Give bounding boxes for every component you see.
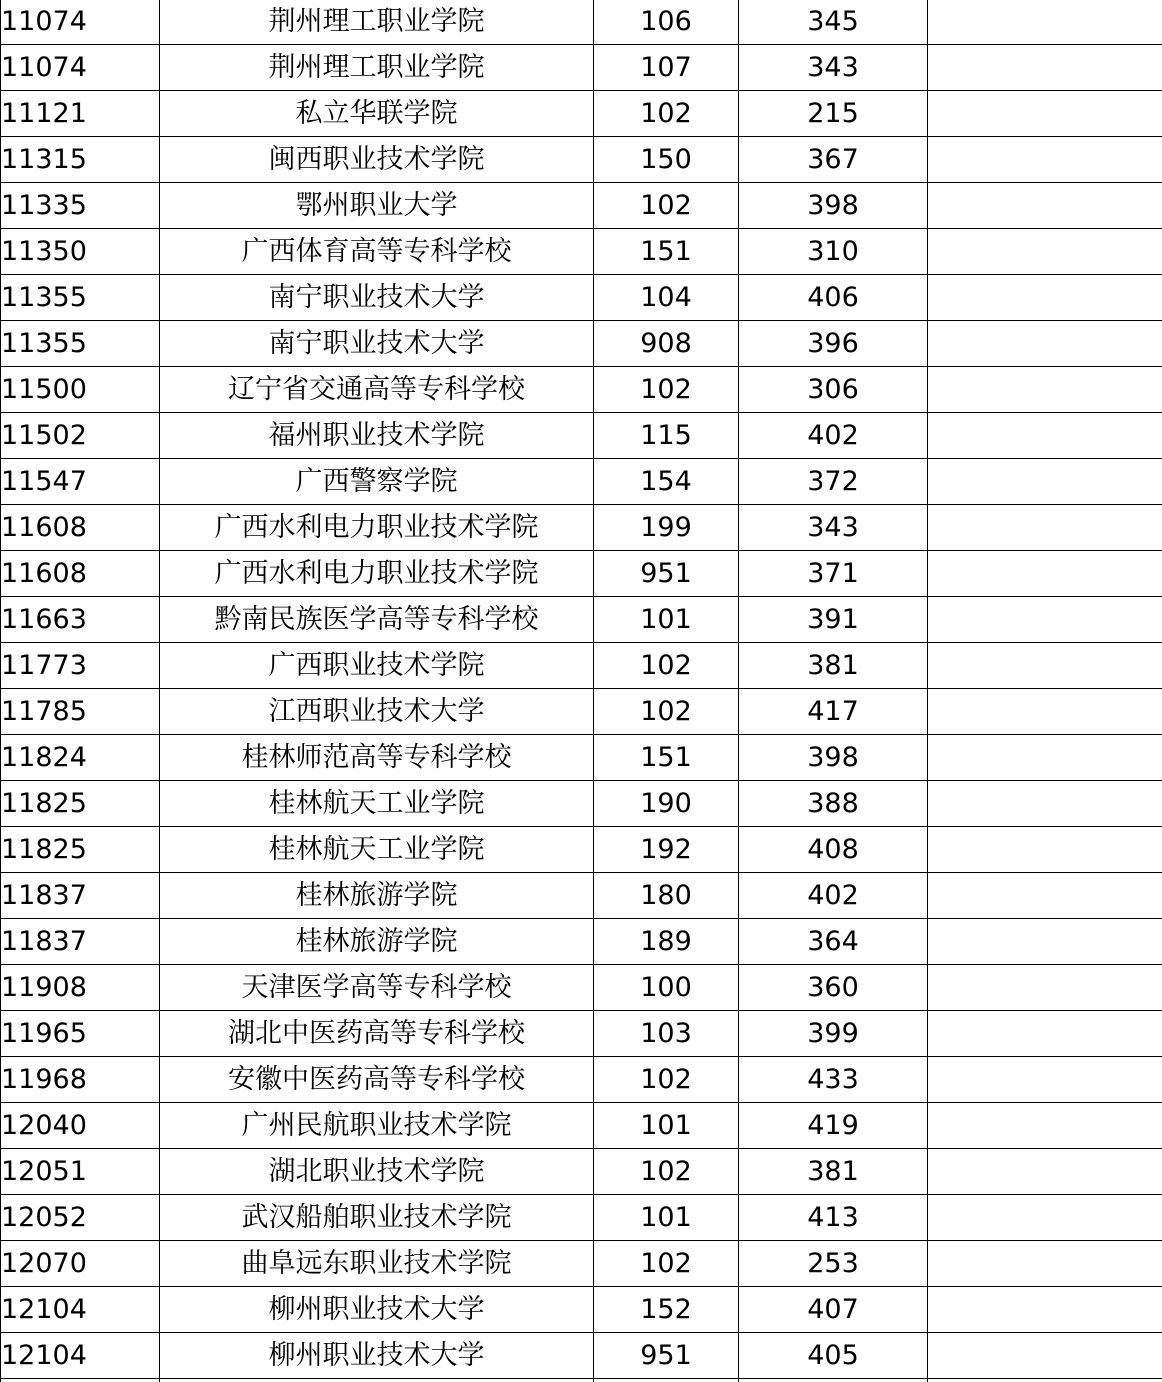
remarks-cell [928,1057,1162,1103]
table-row [1,1333,1162,1379]
school-name-cell: 湖北职业技术学院 [160,1149,594,1195]
major-group-code-cell: 102 [594,643,739,689]
school-code-cell: 11773 [1,643,160,689]
table-row [1,0,1162,45]
remarks-cell [928,367,1162,413]
major-group-code-cell: 102 [594,1241,739,1287]
school-code-cell: 11500 [1,367,160,413]
school-code-cell: 11502 [1,413,160,459]
major-group-code-cell [594,1379,739,1382]
min-score-cell: 398 [739,735,928,781]
remarks-cell [928,413,1162,459]
remarks-cell [928,1379,1162,1382]
min-score-cell: 405 [739,1333,928,1379]
school-name-cell [160,1379,594,1382]
school-name-cell: 辽宁省交通高等专科学校 [160,367,594,413]
school-name-cell: 安徽中医药高等专科学校 [160,1057,594,1103]
remarks-cell [928,275,1162,321]
school-code-cell: 11335 [1,183,160,229]
school-code-cell: 11824 [1,735,160,781]
table-row [1,45,1162,91]
school-name-cell: 桂林师范高等专科学校 [160,735,594,781]
major-group-code-cell: 101 [594,597,739,643]
remarks-cell [928,597,1162,643]
school-code-cell: 11965 [1,1011,160,1057]
remarks-cell [928,735,1162,781]
school-name-cell: 广西体育高等专科学校 [160,229,594,275]
major-group-code-cell: 908 [594,321,739,367]
school-code-cell: 12051 [1,1149,160,1195]
table-row [1,91,1162,137]
school-name-cell: 桂林旅游学院 [160,919,594,965]
table-row [1,183,1162,229]
min-score-cell: 419 [739,1103,928,1149]
remarks-cell [928,873,1162,919]
major-group-code-cell: 951 [594,551,739,597]
min-score-cell: 343 [739,505,928,551]
major-group-code-cell: 104 [594,275,739,321]
major-group-code-cell: 106 [594,0,739,45]
school-name-cell: 福州职业技术学院 [160,413,594,459]
major-group-code-cell: 102 [594,1149,739,1195]
school-code-cell: 11785 [1,689,160,735]
min-score-cell: 367 [739,137,928,183]
remarks-cell [928,321,1162,367]
school-code-cell: 12070 [1,1241,160,1287]
school-code-cell: 12104 [1,1287,160,1333]
major-group-code-cell: 102 [594,183,739,229]
table-row [1,919,1162,965]
table-row [1,1103,1162,1149]
school-code-cell: 11350 [1,229,160,275]
school-code-cell: 11547 [1,459,160,505]
table-row [1,1057,1162,1103]
school-code-cell: 11355 [1,321,160,367]
school-name-cell: 桂林旅游学院 [160,873,594,919]
table-row [1,137,1162,183]
remarks-cell [928,551,1162,597]
table-row [1,597,1162,643]
min-score-cell: 407 [739,1287,928,1333]
school-code-cell: 12052 [1,1195,160,1241]
school-name-cell: 武汉船舶职业技术学院 [160,1195,594,1241]
table-row [1,689,1162,735]
min-score-cell [739,1379,928,1382]
remarks-cell [928,1103,1162,1149]
major-group-code-cell: 102 [594,367,739,413]
school-name-cell: 广西水利电力职业技术学院 [160,551,594,597]
remarks-cell [928,643,1162,689]
min-score-cell: 406 [739,275,928,321]
major-group-code-cell: 107 [594,45,739,91]
school-name-cell: 南宁职业技术大学 [160,275,594,321]
table-row [1,1011,1162,1057]
school-code-cell: 11908 [1,965,160,1011]
min-score-cell: 345 [739,0,928,45]
table-row [1,781,1162,827]
table-row [1,275,1162,321]
school-name-cell: 广西水利电力职业技术学院 [160,505,594,551]
min-score-cell: 306 [739,367,928,413]
min-score-cell: 391 [739,597,928,643]
school-name-cell: 桂林航天工业学院 [160,827,594,873]
school-name-cell: 广州民航职业技术学院 [160,1103,594,1149]
table-row [1,1195,1162,1241]
school-code-cell: 11315 [1,137,160,183]
remarks-cell [928,137,1162,183]
school-name-cell: 鄂州职业大学 [160,183,594,229]
remarks-cell [928,965,1162,1011]
school-name-cell: 广西警察学院 [160,459,594,505]
major-group-code-cell: 151 [594,735,739,781]
school-code-cell: 11825 [1,781,160,827]
remarks-cell [928,781,1162,827]
major-group-code-cell: 102 [594,689,739,735]
table-row [1,413,1162,459]
min-score-cell: 398 [739,183,928,229]
min-score-cell: 399 [739,1011,928,1057]
school-code-cell: 11825 [1,827,160,873]
min-score-cell: 364 [739,919,928,965]
min-score-cell: 408 [739,827,928,873]
table-row [1,1149,1162,1195]
school-name-cell: 广西职业技术学院 [160,643,594,689]
min-score-cell: 402 [739,873,928,919]
school-name-cell: 柳州职业技术大学 [160,1287,594,1333]
remarks-cell [928,183,1162,229]
school-code-cell [1,1379,160,1382]
table-row [1,965,1162,1011]
table-row [1,643,1162,689]
table-row [1,229,1162,275]
remarks-cell [928,919,1162,965]
school-code-cell: 11074 [1,0,160,45]
min-score-cell: 413 [739,1195,928,1241]
major-group-code-cell: 101 [594,1103,739,1149]
min-score-cell: 371 [739,551,928,597]
school-code-cell: 12040 [1,1103,160,1149]
school-name-cell: 黔南民族医学高等专科学校 [160,597,594,643]
min-score-cell: 343 [739,45,928,91]
school-name-cell: 私立华联学院 [160,91,594,137]
school-code-cell: 11074 [1,45,160,91]
school-name-cell: 曲阜远东职业技术学院 [160,1241,594,1287]
min-score-cell: 381 [739,643,928,689]
min-score-cell: 381 [739,1149,928,1195]
major-group-code-cell: 102 [594,1057,739,1103]
remarks-cell [928,1011,1162,1057]
major-group-code-cell: 115 [594,413,739,459]
major-group-code-cell: 152 [594,1287,739,1333]
major-group-code-cell: 190 [594,781,739,827]
table-row [1,459,1162,505]
school-code-cell: 11355 [1,275,160,321]
remarks-cell [928,1149,1162,1195]
major-group-code-cell: 951 [594,1333,739,1379]
min-score-cell: 360 [739,965,928,1011]
major-group-code-cell: 151 [594,229,739,275]
min-score-cell: 417 [739,689,928,735]
min-score-cell: 253 [739,1241,928,1287]
min-score-cell: 396 [739,321,928,367]
remarks-cell [928,505,1162,551]
remarks-cell [928,1195,1162,1241]
school-name-cell: 桂林航天工业学院 [160,781,594,827]
major-group-code-cell: 154 [594,459,739,505]
min-score-cell: 402 [739,413,928,459]
remarks-cell [928,0,1162,45]
table-row [1,321,1162,367]
school-name-cell: 江西职业技术大学 [160,689,594,735]
major-group-code-cell: 189 [594,919,739,965]
school-name-cell: 荆州理工职业学院 [160,45,594,91]
school-code-cell: 11608 [1,551,160,597]
school-code-cell: 12104 [1,1333,160,1379]
school-name-cell: 荆州理工职业学院 [160,0,594,45]
school-code-cell: 11121 [1,91,160,137]
major-group-code-cell: 180 [594,873,739,919]
school-code-cell: 11663 [1,597,160,643]
school-code-cell: 11837 [1,919,160,965]
table-row [1,873,1162,919]
table-row [1,1379,1162,1382]
remarks-cell [928,229,1162,275]
major-group-code-cell: 102 [594,91,739,137]
major-group-code-cell: 192 [594,827,739,873]
major-group-code-cell: 103 [594,1011,739,1057]
min-score-cell: 372 [739,459,928,505]
school-code-cell: 11968 [1,1057,160,1103]
table-row [1,1287,1162,1333]
major-group-code-cell: 100 [594,965,739,1011]
min-score-cell: 215 [739,91,928,137]
major-group-code-cell: 150 [594,137,739,183]
remarks-cell [928,45,1162,91]
school-name-cell: 闽西职业技术学院 [160,137,594,183]
table-row [1,367,1162,413]
school-name-cell: 天津医学高等专科学校 [160,965,594,1011]
remarks-cell [928,1333,1162,1379]
school-name-cell: 湖北中医药高等专科学校 [160,1011,594,1057]
table-row [1,827,1162,873]
remarks-cell [928,459,1162,505]
remarks-cell [928,689,1162,735]
school-code-cell: 11608 [1,505,160,551]
min-score-cell: 310 [739,229,928,275]
table-row [1,505,1162,551]
table-row [1,551,1162,597]
remarks-cell [928,91,1162,137]
major-group-code-cell: 101 [594,1195,739,1241]
school-name-cell: 南宁职业技术大学 [160,321,594,367]
school-name-cell: 柳州职业技术大学 [160,1333,594,1379]
remarks-cell [928,1241,1162,1287]
table-row [1,1241,1162,1287]
min-score-cell: 433 [739,1057,928,1103]
min-score-cell: 388 [739,781,928,827]
remarks-cell [928,1287,1162,1333]
major-group-code-cell: 199 [594,505,739,551]
remarks-cell [928,827,1162,873]
school-code-cell: 11837 [1,873,160,919]
table-row [1,735,1162,781]
table-body [1,0,1162,1382]
